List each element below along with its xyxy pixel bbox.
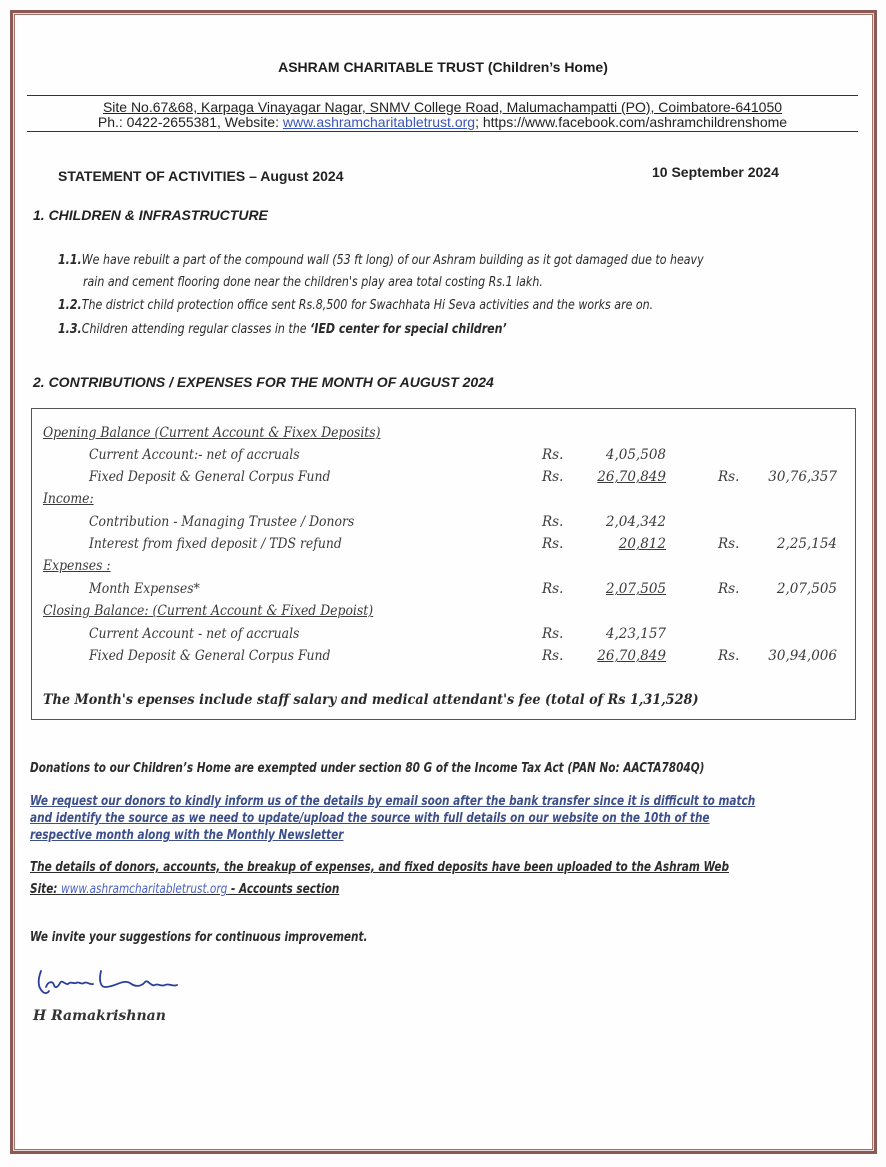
row-total: 30,76,357 (768, 469, 837, 485)
group-heading-expenses: Expenses : (43, 558, 111, 574)
row-amount: 26,70,849 (597, 648, 666, 664)
expenses-note: The Month's epenses include staff salary and medical attendant's fee (total of Rs 1,31,528) (43, 692, 699, 708)
currency-label: Rs. (542, 514, 564, 530)
item-1-3: 1.3.Children attending regular classes in the ‘IED center for special children’ (58, 322, 507, 337)
website-link[interactable]: www.ashramcharitabletrust.org (282, 114, 476, 130)
details-upload-line-2: Site: www.ashramcharitabletrust.org - Accounts section (30, 882, 340, 897)
row-amount: 2,04,342 (605, 514, 666, 530)
row-amount: 2,07,505 (605, 581, 666, 597)
donor-request-line-2: and identify the source as we need to update/upload the source with full details on our website on the 10th of the (30, 811, 710, 826)
statement-title: STATEMENT OF ACTIVITIES – August 2024 (58, 168, 344, 184)
item-number: 1.3. (58, 322, 82, 337)
currency-label: Rs. (718, 648, 740, 664)
row-label: Contribution - Managing Trustee / Donors (89, 514, 355, 530)
group-heading-closing-balance: Closing Balance: (Current Account & Fixed Depoist) (43, 603, 374, 619)
item-1-1-continued: rain and cement flooring done near the children's play area total costing Rs.1 lakh. (83, 275, 543, 290)
phone-text: Ph.: 0422-2655381, Website: (97, 114, 283, 130)
group-heading-opening-balance: Opening Balance (Current Account & Fixex Deposits) (43, 425, 381, 441)
row-amount: 4,23,157 (605, 626, 666, 642)
contact-line (27, 114, 858, 130)
header-rule-top (27, 95, 858, 96)
currency-label: Rs. (542, 536, 564, 552)
currency-label: Rs. (542, 469, 564, 485)
item-1-2: 1.2.The district child protection office sent Rs.8,500 for Swachhata Hi Seva activities and the works are on. (58, 298, 654, 313)
group-heading-income: Income: (43, 491, 94, 507)
row-label: Fixed Deposit & General Corpus Fund (89, 648, 331, 664)
item-1-1: 1.1.We have rebuilt a part of the compound wall (53 ft long) of our Ashram building as it got damaged due to heavy (58, 253, 704, 268)
row-total: 30,94,006 (768, 648, 837, 664)
statement-date: 10 September 2024 (652, 164, 779, 180)
header-rule-bottom (27, 131, 858, 132)
row-total: 2,25,154 (776, 536, 837, 552)
invite-suggestions: We invite your suggestions for continuous improvement. (30, 930, 368, 945)
row-label: Current Account - net of accruals (89, 626, 300, 642)
item-number: 1.2. (58, 298, 82, 313)
currency-label: Rs. (542, 648, 564, 664)
row-label: Current Account:- net of accruals (89, 447, 300, 463)
row-amount: 4,05,508 (605, 447, 666, 463)
row-label: Interest from fixed deposit / TDS refund (89, 536, 342, 552)
signatory-name: H Ramakrishnan (33, 1008, 166, 1024)
facebook-link[interactable]: ; https://www.facebook.com/ashramchildrenshome (475, 114, 788, 130)
address-line: Site No.67&68, Karpaga Vinayagar Nagar, SNMV College Road, Malumachampatti (PO), Coimbatore-641050 (102, 99, 783, 115)
currency-label: Rs. (542, 581, 564, 597)
signature-image (35, 965, 195, 1006)
currency-label: Rs. (542, 626, 564, 642)
row-label: Month Expenses* (89, 581, 200, 597)
donor-request-line-3: respective month along with the Monthly Newsletter (30, 828, 344, 843)
ied-center-name: ‘IED center for special children’ (310, 322, 507, 337)
accounts-website-link[interactable]: www.ashramcharitabletrust.org (61, 882, 228, 897)
currency-label: Rs. (718, 581, 740, 597)
row-label: Fixed Deposit & General Corpus Fund (89, 469, 331, 485)
section-2-heading: 2. CONTRIBUTIONS / EXPENSES FOR THE MONTH OF AUGUST 2024 (33, 374, 494, 390)
currency-label: Rs. (542, 447, 564, 463)
details-upload-line-1: The details of donors, accounts, the breakup of expenses, and fixed deposits have been uploaded to the Ashram Web (30, 860, 730, 875)
currency-label: Rs. (718, 469, 740, 485)
section-1-heading: 1. CHILDREN & INFRASTRUCTURE (33, 207, 268, 223)
row-amount: 26,70,849 (597, 469, 666, 485)
organization-title: ASHRAM CHARITABLE TRUST (Children’s Home) (278, 59, 608, 75)
tax-exemption-note: Donations to our Children’s Home are exempted under section 80 G of the Income Tax Act (PAN No: AACTA7804Q) (30, 761, 705, 776)
row-total: 2,07,505 (776, 581, 837, 597)
item-number: 1.1. (58, 253, 82, 268)
row-amount: 20,812 (618, 536, 666, 552)
currency-label: Rs. (718, 536, 740, 552)
donor-request-line-1: We request our donors to kindly inform us of the details by email soon after the bank transfer since it is difficult to match (30, 794, 756, 809)
